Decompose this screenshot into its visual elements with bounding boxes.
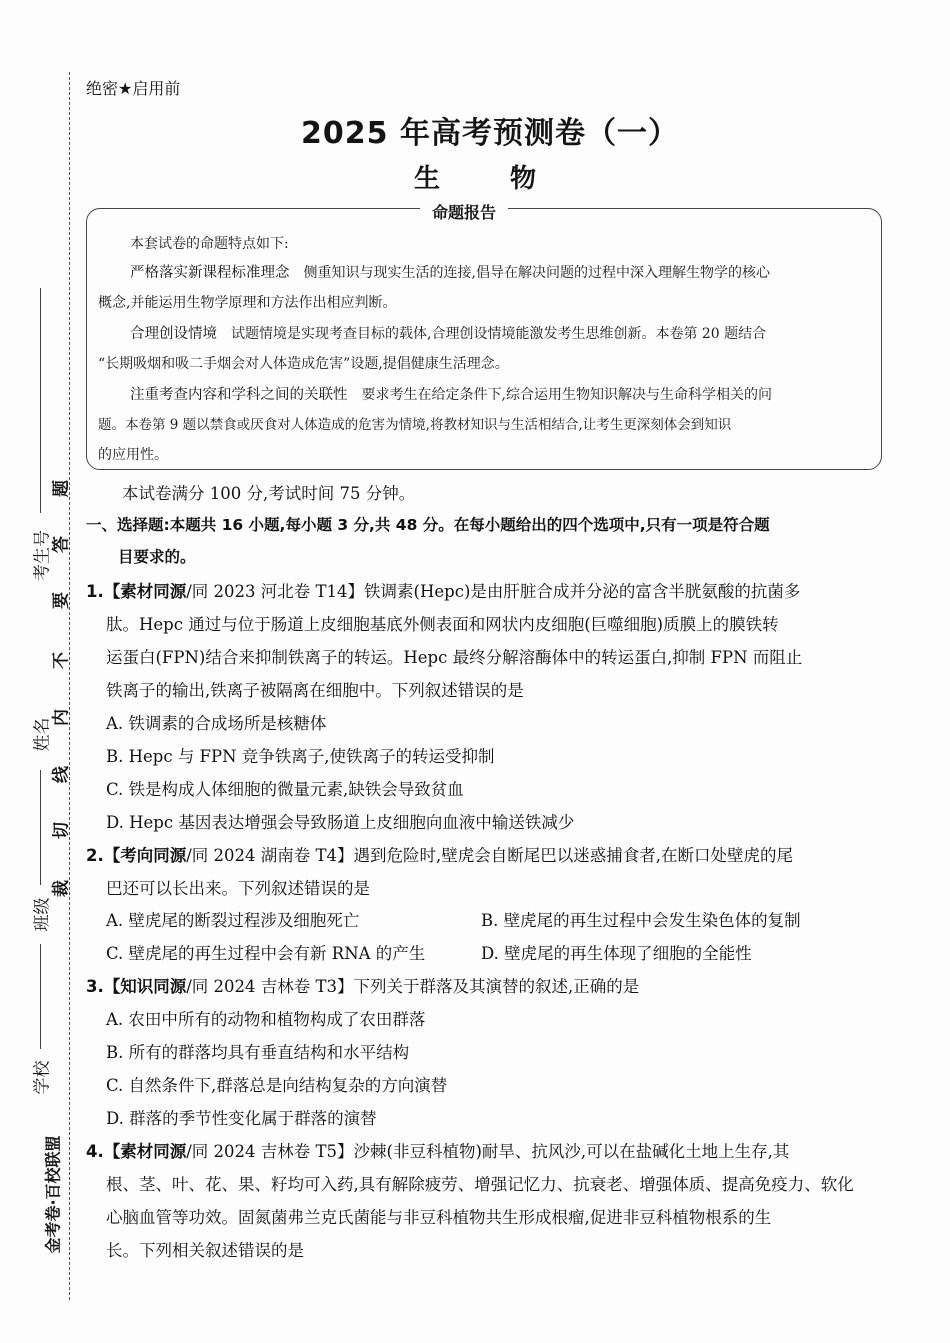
warning-char: 题 [51, 480, 72, 497]
school-label: 学校 [32, 1060, 53, 1095]
question-2-option-a: A. 壁虎尾的断裂过程涉及细胞死亡 [106, 911, 360, 930]
report-p2-line2: “长期吸烟和吸二手烟会对人体造成危害”设题,提倡健康生活理念。 [98, 356, 509, 372]
question-3-option-d: D. 群落的季节性变化属于群落的演替 [106, 1109, 377, 1128]
brand-label: 金考卷·百校联盟 [43, 1135, 63, 1254]
warning-char: 切 [51, 822, 72, 839]
question-2-option-d: D. 壁虎尾的再生体现了细胞的全能性 [481, 944, 752, 963]
report-intro: 本套试卷的命题特点如下: [130, 236, 289, 252]
question-1-line4: 铁离子的输出,铁离子被隔离在细胞中。下列叙述错误的是 [106, 681, 524, 700]
question-1-line2: 肽。Hepc 通过与位于肠道上皮细胞基底外侧表面和网状内皮细胞(巨噬细胞)质膜上的膜铁转 [106, 615, 779, 634]
class-line [40, 944, 41, 1049]
report-p3-line3: 的应用性。 [98, 447, 168, 463]
report-p3-head: 注重考查内容和学科之间的关联性 [130, 387, 348, 403]
question-3-option-b: B. 所有的群落均具有垂直结构和水平结构 [106, 1043, 410, 1062]
question-1-option-c: C. 铁是构成人体细胞的微量元素,缺铁会导致贫血 [106, 780, 464, 799]
question-1-option-a: A. 铁调素的合成场所是核糖体 [106, 714, 327, 733]
warning-char: 答 [51, 536, 72, 553]
question-2-option-c: C. 壁虎尾的再生过程中会有新 RNA 的产生 [106, 944, 426, 963]
report-p1-line1: 严格落实新课程标准理念 侧重知识与现实生活的连接,倡导在解决问题的过程中深入理解生物学的核心 [130, 265, 770, 281]
report-p1-head: 严格落实新课程标准理念 [130, 265, 290, 281]
warning-char: 裁 [51, 880, 72, 897]
report-title: 命题报告 [420, 200, 508, 223]
report-p1-line2: 概念,并能运用生物学原理和方法作出相应判断。 [98, 295, 397, 311]
question-4-line1: 4.【素材同源/同 2024 吉林卷 T5】沙棘(非豆科植物)耐旱、抗风沙,可以在盐碱化土地上生存,其 [86, 1142, 790, 1161]
warning-char: 不 [51, 652, 72, 669]
page-title: 2025 年高考预测卷（一） [301, 116, 679, 151]
question-4-line3: 心脑血管等功效。固氮菌弗兰克氏菌能与非豆科植物共生形成根瘤,促进非豆科植物根系的生 [106, 1208, 772, 1227]
report-p2-line1: 合理创设情境 试题情境是实现考查目标的载体,合理创设情境能激发考生思维创新。本卷第 20 题结合 [130, 326, 767, 342]
question-1-line3: 运蛋白(FPN)结合来抑制铁离子的转运。Hepc 最终分解溶酶体中的转运蛋白,抑制 FPN 而阻止 [106, 648, 803, 667]
warning-char: 线 [51, 766, 72, 783]
section-heading-line2: 目要求的。 [118, 548, 196, 566]
warning-char: 要 [51, 592, 72, 609]
exam-no-line [40, 288, 41, 513]
question-3-option-c: C. 自然条件下,群落总是向结构复杂的方向演替 [106, 1076, 448, 1095]
warning-char: 内 [51, 709, 72, 726]
report-p3-line1: 注重考查内容和学科之间的关联性 要求考生在给定条件下,综合运用生物知识解决与生命科学相关的问 [130, 387, 772, 403]
question-4-line4: 长。下列相关叙述错误的是 [106, 1241, 304, 1260]
question-1-option-b: B. Hepc 与 FPN 竞争铁离子,使铁离子的转运受抑制 [106, 747, 495, 766]
question-1-line1: 1.【素材同源/同 2023 河北卷 T14】铁调素(Hepc)是由肝脏合成并分泌的富含半胱氨酸的抗菌多 [86, 582, 801, 601]
class-label: 班级 [32, 897, 53, 932]
exam-no-label: 考生号 [32, 530, 53, 581]
subject-title: 生 物 [413, 164, 558, 194]
top-secret-label: 绝密★启用前 [86, 79, 181, 98]
report-p3-line2: 题。本卷第 9 题以禁食或厌食对人体造成的危害为情境,将教材知识与生活相结合,让考生更深刻体会到知识 [98, 417, 732, 433]
section-heading-line1: 一、选择题:本题共 16 小题,每小题 3 分,共 48 分。在每小题给出的四个选项中,只有一项是符合题 [86, 516, 770, 534]
report-p2-head: 合理创设情境 [130, 326, 217, 342]
exam-info: 本试卷满分 100 分,考试时间 75 分钟。 [122, 484, 416, 503]
question-3-option-a: A. 农田中所有的动物和植物构成了农田群落 [106, 1010, 426, 1029]
question-2-line1: 2.【考向同源/同 2024 湖南卷 T4】遇到危险时,壁虎会自断尾巴以迷惑捕食者,在断口处壁虎的尾 [86, 846, 794, 865]
name-line [40, 770, 41, 885]
question-2-line2: 巴还可以长出来。下列叙述错误的是 [106, 879, 370, 898]
question-3-line1: 3.【知识同源/同 2024 吉林卷 T3】下列关于群落及其演替的叙述,正确的是 [86, 977, 640, 996]
question-2-option-b: B. 壁虎尾的再生过程中会发生染色体的复制 [481, 911, 801, 930]
question-1-option-d: D. Hepc 基因表达增强会导致肠道上皮细胞向血液中输送铁减少 [106, 813, 575, 832]
question-4-line2: 根、茎、叶、花、果、籽均可入药,具有解除疲劳、增强记忆力、抗衰老、增强体质、提高免疫力、软化 [106, 1175, 854, 1194]
binding-line [69, 72, 70, 1300]
name-label: 姓名 [32, 717, 53, 752]
